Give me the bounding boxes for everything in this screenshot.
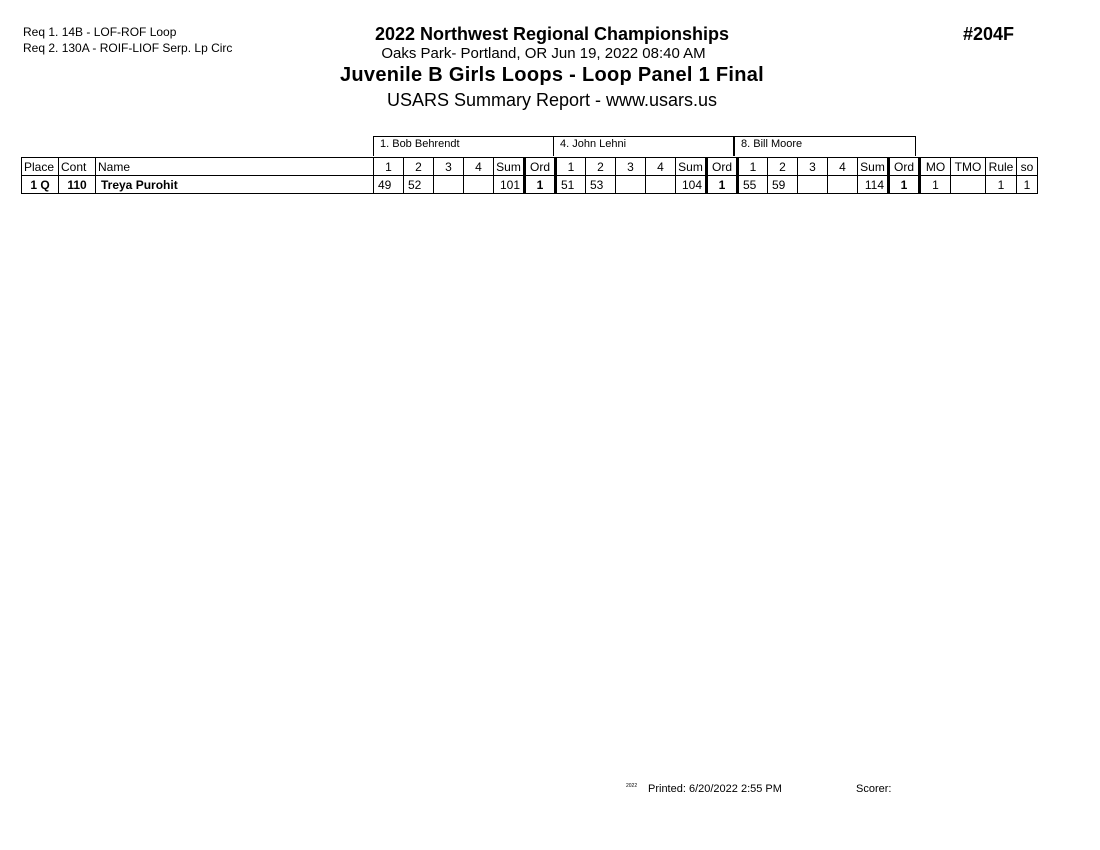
requirement-1: Req 1. 14B - LOF-ROF Loop (23, 25, 177, 39)
col-j2-ord: Ord (707, 158, 738, 176)
table-row (22, 176, 1038, 194)
col-j1-score3: 3 (434, 158, 464, 176)
j1-score4-cell (464, 176, 494, 194)
col-j2-score3: 3 (616, 158, 646, 176)
j3-sum-cell: 114 (858, 176, 889, 194)
j3-score2-cell: 59 (768, 176, 798, 194)
j2-sum-cell: 104 (676, 176, 707, 194)
competition-title: 2022 Northwest Regional Championships (374, 24, 730, 44)
col-j1-score4: 4 (464, 158, 494, 176)
tmo-cell (951, 176, 986, 194)
col-j1-score2: 2 (404, 158, 434, 176)
j1-score3-cell (434, 176, 464, 194)
col-j3-score1: 1 (738, 158, 768, 176)
table-header-row (22, 158, 1038, 176)
col-place: Place (22, 158, 59, 176)
j1-score2-cell: 52 (404, 176, 434, 194)
col-tmo: TMO (951, 158, 986, 176)
col-j3-score2: 2 (768, 158, 798, 176)
col-j1-sum: Sum (494, 158, 525, 176)
skater-name-cell: Treya Purohit (96, 176, 374, 194)
col-j3-score4: 4 (828, 158, 858, 176)
event-title: Juvenile B Girls Loops - Loop Panel 1 Final (339, 64, 765, 86)
col-j1-ord: Ord (525, 158, 556, 176)
col-mo: MO (920, 158, 951, 176)
col-so: so (1017, 158, 1038, 176)
judge-header-3: 8. Bill Moore (734, 136, 916, 156)
venue-date: Oaks Park- Portland, OR Jun 19, 2022 08:40 AM (381, 45, 706, 62)
scorer-label: Scorer: (856, 783, 892, 795)
j1-ord-cell: 1 (525, 176, 556, 194)
j1-score1-cell: 49 (374, 176, 404, 194)
col-j2-score4: 4 (646, 158, 676, 176)
report-subtitle: USARS Summary Report - www.usars.us (386, 90, 718, 110)
j2-ord-cell: 1 (707, 176, 738, 194)
judge-header-2: 4. John Lehni (553, 136, 734, 156)
col-j3-sum: Sum (858, 158, 889, 176)
col-name: Name (96, 158, 374, 176)
mo-cell: 1 (920, 176, 951, 194)
col-j2-score2: 2 (586, 158, 616, 176)
place-cell: 1 Q (22, 176, 59, 194)
event-number: #204F (963, 24, 1015, 44)
printed-timestamp: Printed: 6/20/2022 2:55 PM (648, 783, 782, 795)
j2-score2-cell: 53 (586, 176, 616, 194)
j3-score4-cell (828, 176, 858, 194)
col-j2-sum: Sum (676, 158, 707, 176)
j3-ord-cell: 1 (889, 176, 920, 194)
rule-cell: 1 (986, 176, 1017, 194)
footer-mark: 2022 (626, 783, 638, 789)
cont-cell: 110 (59, 176, 96, 194)
j3-score3-cell (798, 176, 828, 194)
so-cell: 1 (1017, 176, 1038, 194)
j2-score4-cell (646, 176, 676, 194)
j3-score1-cell: 55 (738, 176, 768, 194)
requirement-2: Req 2. 130A - ROIF-LIOF Serp. Lp Circ (23, 41, 233, 55)
col-j3-score3: 3 (798, 158, 828, 176)
results-table (21, 157, 1038, 194)
judge-header-1: 1. Bob Behrendt (373, 136, 554, 156)
col-rule: Rule (986, 158, 1017, 176)
j2-score1-cell: 51 (556, 176, 586, 194)
j1-sum-cell: 101 (494, 176, 525, 194)
j2-score3-cell (616, 176, 646, 194)
col-cont: Cont (59, 158, 96, 176)
col-j2-score1: 1 (556, 158, 586, 176)
col-j3-ord: Ord (889, 158, 920, 176)
col-j1-score1: 1 (374, 158, 404, 176)
